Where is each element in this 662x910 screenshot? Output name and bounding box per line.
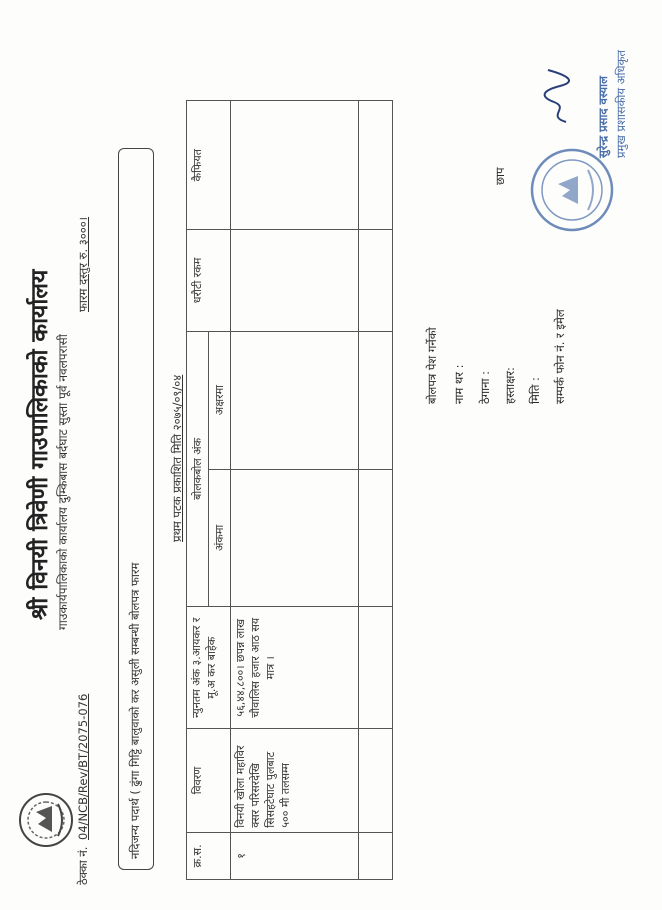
bidder-signature-field[interactable]: हस्ताक्षर: bbox=[503, 367, 517, 404]
col-header-description: विवरण bbox=[187, 729, 231, 832]
office-seal-stamp bbox=[528, 146, 616, 234]
signature-mark bbox=[540, 66, 576, 126]
col-header-deposit: धरौटी रकम bbox=[187, 230, 231, 331]
empty-cell bbox=[359, 607, 393, 729]
table-header-row bbox=[187, 101, 209, 880]
cell-description: विनयी खोला महाविर क्सर परिसरदेखि सिसहटेघाट पुलबाट ५०० मी तलसम्म bbox=[231, 729, 359, 832]
col-header-in-words: अक्षरमा bbox=[209, 331, 231, 469]
bidder-date-field[interactable]: मिति : bbox=[528, 377, 542, 404]
table-row-empty bbox=[359, 101, 393, 880]
empty-cell bbox=[359, 230, 393, 331]
cell-in-figures[interactable] bbox=[231, 469, 359, 607]
emblem-logo bbox=[16, 790, 76, 850]
cell-in-words[interactable] bbox=[231, 331, 359, 469]
notice-date: प्रथम पटक प्रकाशित मिति २०७५/०९/०४ bbox=[170, 374, 184, 542]
col-header-remarks: कैफियत bbox=[187, 101, 231, 230]
cell-min-amount: ५६,४४,८००। छपन्न लाख चौवालिस हजार आठ सय मात्र । bbox=[231, 607, 359, 729]
office-title: श्री विनयी त्रिवेणी गाउपालिकाको कार्यालय bbox=[27, 269, 53, 620]
contract-label: ठेक्का नं. bbox=[76, 846, 90, 885]
signatory-designation: प्रमुख प्रशासकीय अधिकृत bbox=[614, 50, 628, 158]
office-subtitle: गाउकार्यपालिकाको कार्यालय दुम्किबास बर्दघाट सुस्ता पूर्व नवलपरासी bbox=[56, 334, 70, 630]
subject-text: नदिजन्य पदार्थ ( ढुंगा गिट्टि बालुवाको कर असुली सम्बन्धी बोलपत्र फारम bbox=[128, 562, 142, 859]
contract-number: 04/NCB/Rev/BT/2075-076 bbox=[76, 693, 90, 840]
col-header-bid-amount: बोलकबोल अंक bbox=[187, 331, 209, 607]
form-fee: फारम दस्तुर रु. ३०००। bbox=[76, 216, 90, 312]
bidder-address-field[interactable]: ठेगाना : bbox=[478, 370, 492, 404]
empty-cell bbox=[359, 469, 393, 607]
subject-box bbox=[118, 148, 154, 870]
col-header-sn: क्र.स. bbox=[187, 832, 231, 879]
bidder-contact-field[interactable]: सम्पर्क फोन नं. र इमेल bbox=[553, 309, 567, 404]
bid-table bbox=[186, 100, 393, 880]
bidder-title: बोलपत्र पेश गर्नेको bbox=[425, 327, 439, 404]
cell-deposit[interactable] bbox=[231, 230, 359, 331]
cell-remarks[interactable] bbox=[231, 101, 359, 230]
empty-cell bbox=[359, 101, 393, 230]
empty-cell bbox=[359, 331, 393, 469]
table-row bbox=[231, 101, 359, 880]
col-header-in-figures: अंकमा bbox=[209, 469, 231, 607]
signatory-name: सुरेन्द्र प्रसाद वस्याल bbox=[596, 76, 610, 158]
empty-cell bbox=[359, 729, 393, 832]
cell-sn: १ bbox=[231, 832, 359, 879]
empty-cell bbox=[359, 832, 393, 879]
col-header-min-amount: न्युनतम अंक ३.आयकर र मू.अ कर बाहेक bbox=[187, 607, 231, 729]
bidder-name-field[interactable]: नाम थर : bbox=[452, 364, 466, 404]
seal-label: छाप bbox=[493, 167, 507, 185]
